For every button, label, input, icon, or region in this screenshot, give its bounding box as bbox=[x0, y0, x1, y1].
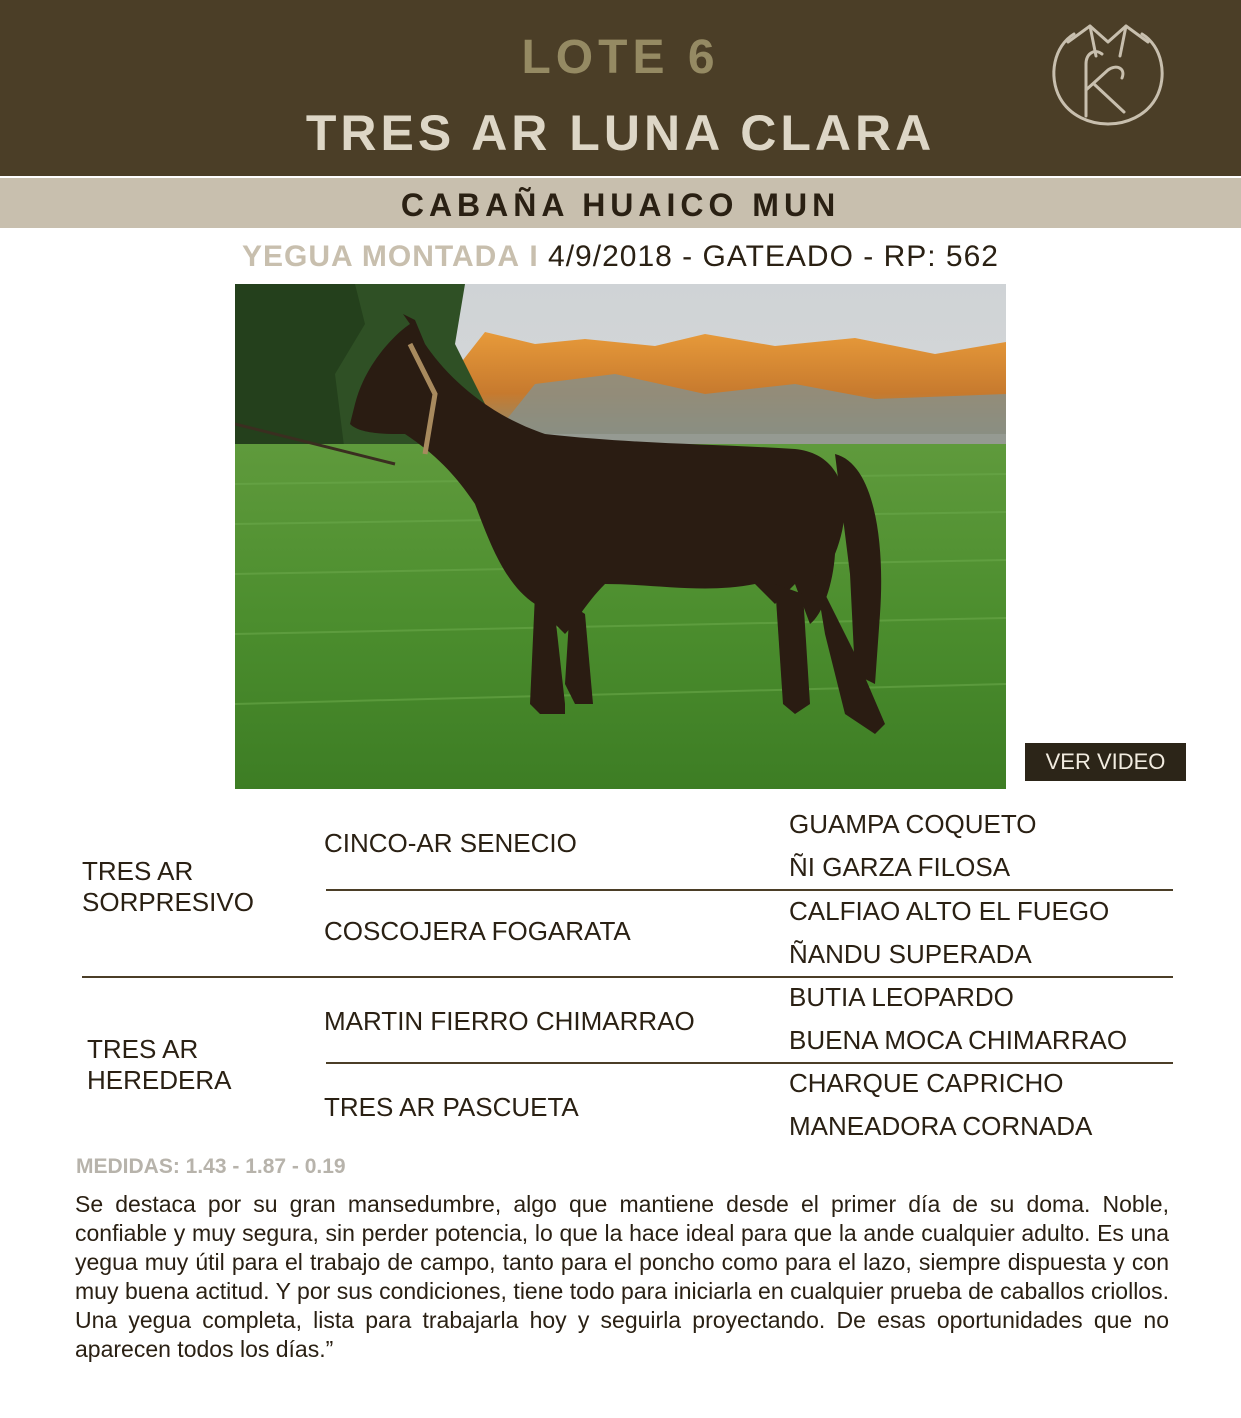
measures: MEDIDAS: 1.43 - 1.87 - 0.19 bbox=[76, 1155, 346, 1178]
pedigree-ggp-6: BUENA MOCA CHIMARRAO bbox=[789, 1025, 1128, 1055]
breeder-name: CABAÑA HUAICO MUN bbox=[400, 187, 841, 223]
lot-number: LOTE 6 bbox=[521, 31, 720, 84]
description: Se destaca por su gran mansedumbre, algo que mantiene desde el primer día de su doma. Noble, confiable y muy segura, sin perder potencia, lo que la hace ideal para que la ande cualquier adulto. Es una yegua muy útil para el trabajo de campo, tanto para el poncho como para el lazo, siempre dispuesta y con muy buena actitud. Y por sus condiciones, tiene todo para iniciarla en cualquier prueba de caballos criollos. Una yegua completa, lista para trabajarla hoy y seguirla proyectando. De esas oportunidades que no aparecen todos los días.” bbox=[75, 1191, 1169, 1362]
pedigree-ggp-1: GUAMPA COQUETO bbox=[789, 809, 1037, 839]
pedigree-ggp-2: ÑI GARZA FILOSA bbox=[789, 852, 1011, 882]
pedigree-ggp-4: ÑANDU SUPERADA bbox=[789, 939, 1032, 969]
pedigree-dam-sire: MARTIN FIERRO CHIMARRAO bbox=[324, 1006, 695, 1036]
view-video-button[interactable]: VER VIDEO bbox=[1025, 743, 1186, 781]
pedigree-dam-dam: TRES AR PASCUETA bbox=[324, 1092, 579, 1122]
pedigree-sire-sire: CINCO-AR SENECIO bbox=[324, 828, 577, 858]
details-separator: I bbox=[529, 240, 539, 273]
pedigree-sire: TRES AR SORPRESIVO bbox=[82, 856, 254, 917]
category-label: YEGUA MONTADA bbox=[242, 240, 520, 273]
pedigree-sire-dam: COSCOJERA FOGARATA bbox=[324, 916, 631, 946]
birth-coat-rp: 4/9/2018 - GATEADO - RP: 562 bbox=[548, 240, 999, 273]
pedigree-ggp-3: CALFIAO ALTO EL FUEGO bbox=[789, 896, 1110, 926]
pedigree-divider bbox=[326, 1062, 1173, 1064]
pedigree-ggp-8: MANEADORA CORNADA bbox=[789, 1111, 1093, 1141]
pedigree-divider bbox=[82, 976, 1173, 978]
pedigree-divider bbox=[326, 889, 1173, 891]
pedigree-ggp-7: CHARQUE CAPRICHO bbox=[789, 1068, 1064, 1098]
horse-details bbox=[0, 240, 1241, 274]
horse-photo bbox=[235, 284, 1006, 789]
pedigree-dam: TRES AR HEREDERA bbox=[87, 1034, 232, 1095]
horse-name: TRES AR LUNA CLARA bbox=[305, 105, 936, 161]
pedigree-ggp-5: BUTIA LEOPARDO bbox=[789, 982, 1014, 1012]
brand-logo-icon bbox=[1046, 20, 1170, 128]
